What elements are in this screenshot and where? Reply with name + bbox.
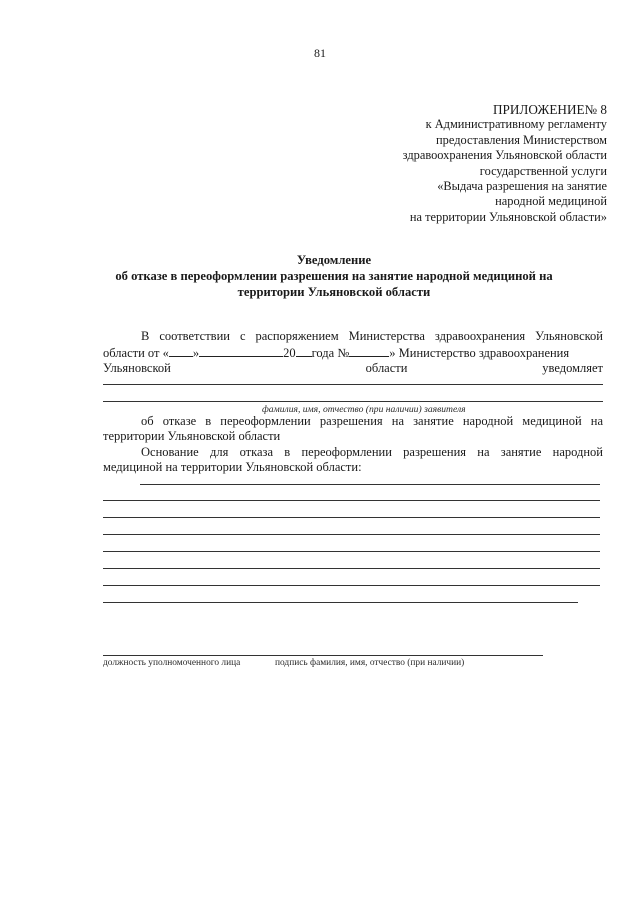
oblast-word: области — [365, 361, 408, 375]
appendix-line: на территории Ульяновской области» — [409, 209, 607, 224]
paragraph-2-line-2: территории Ульяновской области — [103, 429, 281, 443]
reason-line-2[interactable] — [103, 500, 600, 501]
reason-line-4[interactable] — [103, 534, 600, 535]
day-blank[interactable] — [169, 345, 193, 357]
reason-line-5[interactable] — [103, 551, 600, 552]
number-blank[interactable] — [349, 345, 389, 357]
appendix-line: государственной услуги — [479, 163, 607, 178]
notice-subtitle-line: об отказе в переоформлении разрешения на занятие народной медициной на — [115, 269, 553, 283]
reason-line-7[interactable] — [103, 585, 600, 586]
position-caption: должность уполномоченного лица — [103, 658, 241, 668]
reason-line-8[interactable] — [103, 602, 578, 603]
paragraph-1-line-3 — [103, 361, 603, 376]
region-word: Ульяновской — [103, 361, 171, 375]
reason-line-1[interactable] — [140, 484, 600, 485]
paragraph-1-line-1: В соответствии с распоряжением Министерства здравоохранения Ульяновской — [141, 329, 603, 343]
notice-heading: Уведомление — [296, 253, 372, 267]
signature-line[interactable] — [103, 655, 543, 656]
applicant-line-2[interactable] — [103, 401, 603, 402]
appendix-title: ПРИЛОЖЕНИЕ№ 8 — [493, 102, 607, 117]
paragraph-3-line-2: медициной на территории Ульяновской области: — [103, 460, 362, 474]
applicant-line-1[interactable] — [103, 384, 603, 385]
notice-title — [0, 252, 640, 300]
year-blank[interactable] — [296, 345, 312, 357]
applicant-caption: фамилия, имя, отчество (при наличии) заявителя — [262, 404, 466, 415]
appendix-header — [403, 102, 607, 225]
paragraph-3-line-1: Основание для отказа в переоформлении разрешения на занятие народной — [141, 445, 603, 459]
reason-line-6[interactable] — [103, 568, 600, 569]
appendix-line: предоставления Министерством — [436, 132, 607, 147]
appendix-line: к Административному регламенту — [425, 117, 607, 132]
notifies-word: уведомляет — [542, 361, 603, 375]
number-label: года № — [311, 346, 350, 360]
paragraph-1-line-2 — [103, 345, 603, 361]
paragraph-2-line-1: об отказе в переоформлении разрешения на занятие народной медициной на — [141, 414, 603, 428]
ministry-notifies: » Министерство здравоохранения — [389, 346, 570, 360]
notice-subtitle-line: территории Ульяновской области — [237, 285, 431, 299]
year-prefix: 20 — [283, 346, 296, 360]
signature-caption: подпись фамилия, имя, отчество (при наличии) — [275, 658, 465, 668]
appendix-line: народной медициной — [495, 194, 607, 209]
appendix-line: здравоохранения Ульяновской области — [402, 148, 607, 163]
appendix-line: «Выдача разрешения на занятие — [437, 179, 607, 194]
date-quote: » — [192, 346, 200, 360]
date-prefix: области от « — [103, 346, 169, 360]
month-blank[interactable] — [199, 345, 283, 357]
page-number: 81 — [314, 46, 326, 60]
reason-line-3[interactable] — [103, 517, 600, 518]
